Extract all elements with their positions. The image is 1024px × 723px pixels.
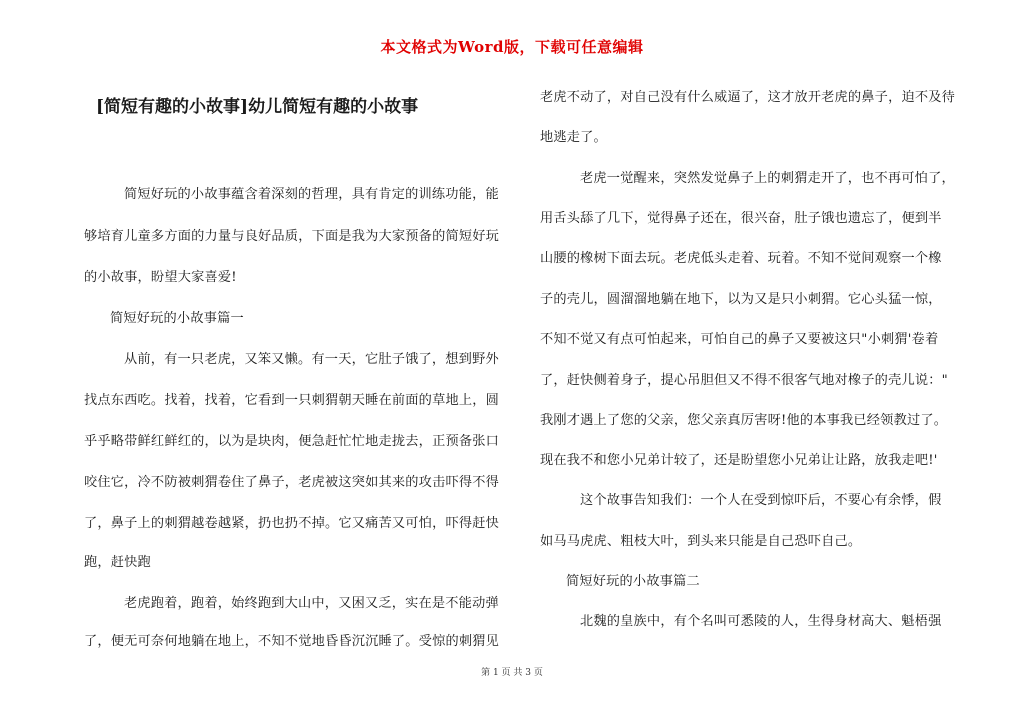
paragraph-line: 我刚才遇上了您的父亲，您父亲真厉害呀!他的本事我已经领教过了。 [540,413,948,428]
paragraph-line: 子的壳儿，圆溜溜地躺在地下，以为又是只小刺猬。它心头猛一惊， [540,292,942,307]
format-banner: 本文格式为Word版，下载可任意编辑 [380,38,644,56]
paragraph-line: 简短好玩的小故事蕴含着深刻的哲理，具有肯定的训练功能，能 [124,187,499,202]
paragraph-line: 现在我不和您小兄弟计较了，还是盼望您小兄弟让让路，放我走吧!' [540,453,938,468]
paragraph-line: 不知不觉又有点可怕起来，可怕自己的鼻子又要被这只"小刺猬'卷着 [540,332,939,347]
section-heading: 简短好玩的小故事篇二 [566,574,700,589]
document-title: [简短有趣的小故事]幼儿简短有趣的小故事 [96,97,419,117]
paragraph-line: 咬住它，冷不防被刺猬卷住了鼻子，老虎被这突如其来的攻击吓得不得 [84,475,500,490]
paragraph-line: 乎乎略带鲜红鲜红的，以为是块肉，便急赶忙忙地走拢去，正预备张口 [84,434,500,449]
paragraph-line: 了，便无可奈何地躺在地上，不知不觉地昏昏沉沉睡了。受惊的刺猬见 [84,634,500,649]
paragraph-line: 如马马虎虎、粗枝大叶，到头来只能是自己恐吓自己。 [540,534,862,549]
paragraph-line: 地逃走了。 [540,130,607,145]
paragraph-line: 老虎一觉醒来，突然发觉鼻子上的刺猬走开了，也不再可怕了， [580,171,955,186]
section-heading: 简短好玩的小故事篇一 [110,311,244,326]
paragraph-line: 够培育儿童多方面的力量与良好品质，下面是我为大家预备的简短好玩 [84,229,500,244]
paragraph-line: 跑，赶快跑 [84,555,151,570]
paragraph-line: 北魏的皇族中，有个名叫可悉陵的人，生得身材高大、魁梧强 [580,614,942,629]
paragraph-line: 用舌头舔了几下，觉得鼻子还在，很兴奋，肚子饿也遗忘了，便到半 [540,211,942,226]
paragraph-line: 这个故事告知我们：一个人在受到惊吓后，不要心有余悸，假 [580,493,942,508]
paragraph-line: 山腰的橡树下面去玩。老虎低头走着、玩着。不知不觉间观察一个橡 [540,251,942,266]
paragraph-line: 从前，有一只老虎，又笨又懒。有一天，它肚子饿了，想到野外 [124,352,499,367]
paragraph-line: 的小故事，盼望大家喜爱! [84,270,237,285]
paragraph-line: 找点东西吃。找着，找着，它看到一只刺猬朝天睡在前面的草地上，圆 [84,393,500,408]
paragraph-line: 老虎跑着，跑着，始终跑到大山中，又困又乏，实在是不能动弹 [124,596,499,611]
paragraph-line: 了，鼻子上的刺猬越卷越紧，扔也扔不掉。它又痛苦又可怕，吓得赶快 [84,516,500,531]
paragraph-line: 老虎不动了，对自己没有什么威逼了，这才放开老虎的鼻子，迫不及待 [540,90,956,105]
page-number: 第 1 页 共 3 页 [481,668,543,678]
paragraph-line: 了，赶快侧着身子，提心吊胆但又不得不很客气地对橡子的壳儿说：" [540,373,948,388]
